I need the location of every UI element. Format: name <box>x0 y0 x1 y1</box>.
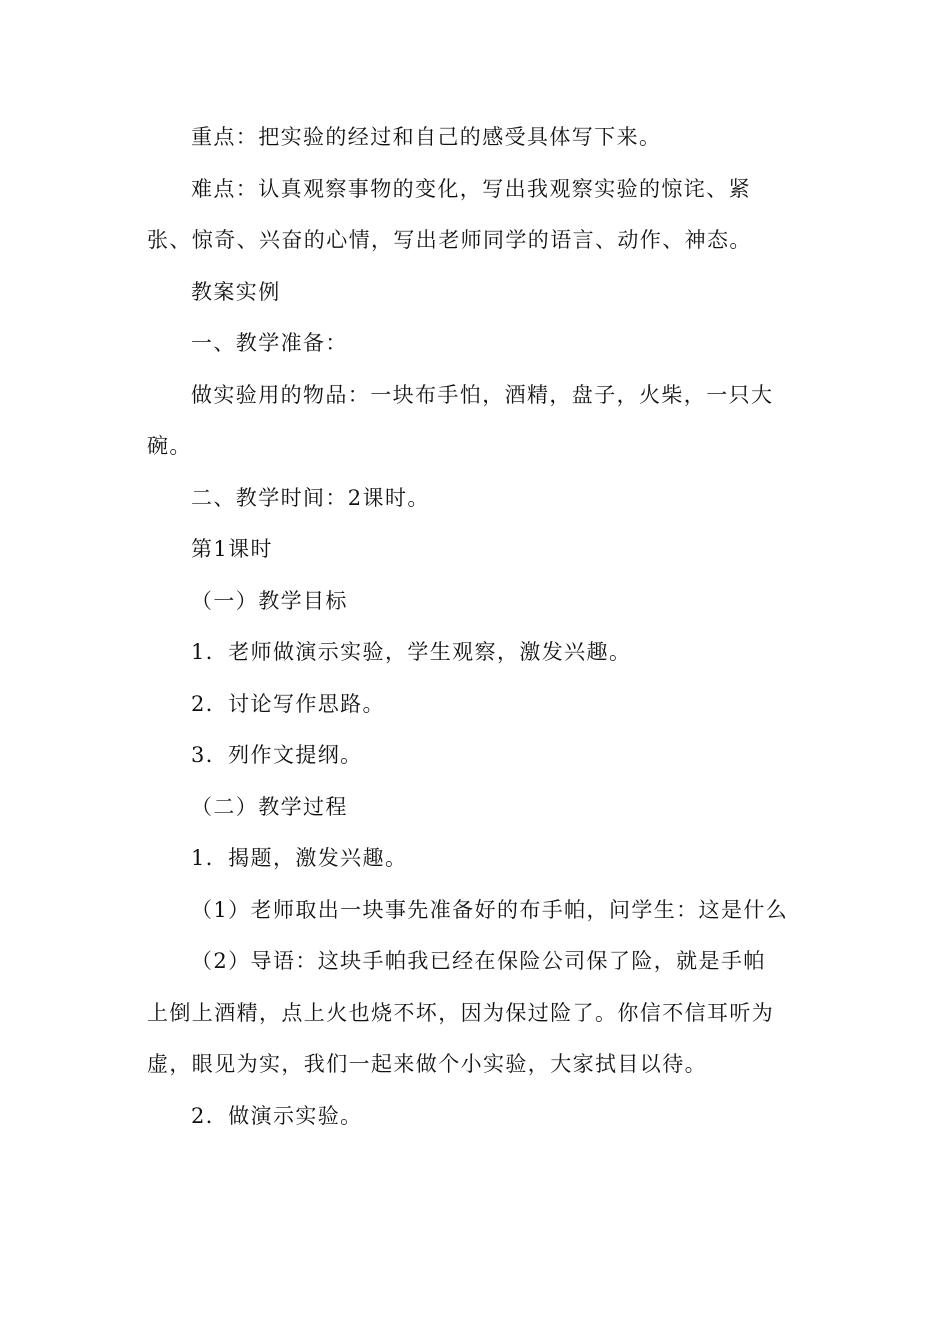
document-body <box>147 112 787 1142</box>
materials-paragraph: 做实验用的物品：一块布手怕，酒精，盘子，火柴，一只大碗。 <box>147 382 774 458</box>
key-point-paragraph: 重点：把实验的经过和自己的感受具体写下来。 <box>191 125 662 149</box>
process-step-2: 2．做演示实验。 <box>191 1103 363 1128</box>
process-substep-1: （1）老师取出一块事先准备好的布手帕，问学生：这是什么 <box>191 897 789 922</box>
lesson-example-heading: 教案实例 <box>191 279 281 304</box>
section-heading-preparation: 一、教学准备： <box>191 331 348 355</box>
goal-item-1: 1．老师做演示实验，学生观察，激发兴趣。 <box>191 640 632 664</box>
goal-item-3: 3．列作文提纲。 <box>191 743 363 767</box>
lesson-one-heading: 第1课时 <box>191 537 273 561</box>
subsection-heading-goals: （一）教学目标 <box>191 588 348 613</box>
process-step-1: 1．揭题，激发兴趣。 <box>191 846 408 870</box>
difficulty-paragraph: 难点：认真观察事物的变化，写出我观察实验的惊诧、紧张、惊奇、兴奋的心情，写出老师同学的语言、动作、神态。 <box>147 176 752 252</box>
goal-item-2: 2．讨论写作思路。 <box>191 691 385 716</box>
section-heading-time: 二、教学时间：2课时。 <box>191 485 430 510</box>
subsection-heading-process: （二）教学过程 <box>191 794 348 819</box>
process-substep-2: （2）导语：这块手帕我已经在保险公司保了险，就是手帕上倒上酒精，点上火也烧不坏，因为保过险了。你信不信耳听为虚，眼见为实，我们一起来做个小实验，大家拭目以待。 <box>147 949 775 1076</box>
